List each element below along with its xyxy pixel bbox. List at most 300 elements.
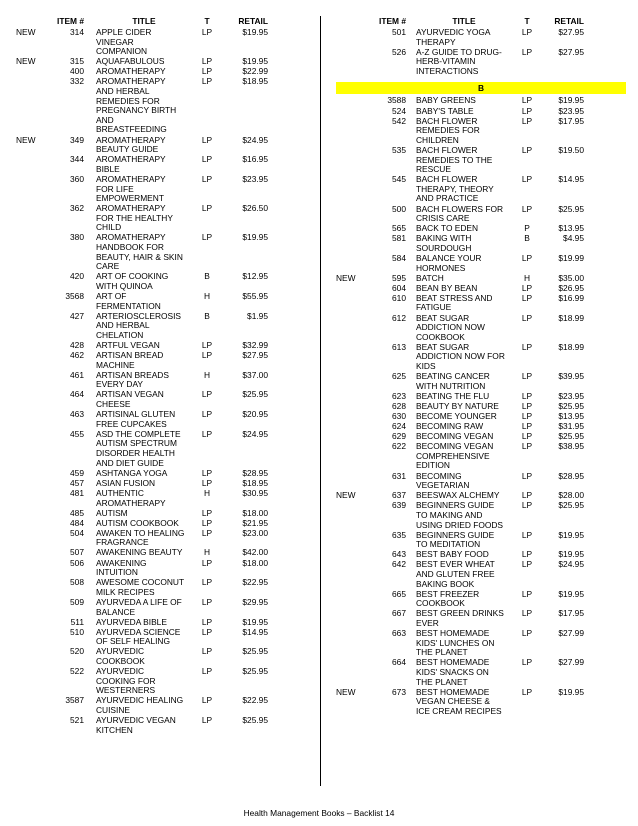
table-row xyxy=(336,392,626,402)
format-code: LP xyxy=(521,27,533,37)
retail-price: $29.95 xyxy=(242,596,268,607)
format-code: LP xyxy=(521,312,533,323)
title-line: AUTISM xyxy=(96,507,128,518)
format-code: LP xyxy=(201,507,213,518)
book-title xyxy=(416,590,512,609)
format-code: LP xyxy=(201,56,213,67)
format-code: B xyxy=(524,233,530,244)
book-title xyxy=(96,371,192,390)
title-line: CARE xyxy=(96,261,120,272)
retail-price: $19.95 xyxy=(242,232,268,243)
retail-price: $13.95 xyxy=(558,410,584,421)
title-line: REMEDIES TO THE xyxy=(416,154,493,165)
book-title xyxy=(96,410,192,429)
title-line: BIBLE xyxy=(96,163,120,174)
title-line: BEESWAX ALCHEMY xyxy=(416,490,500,501)
retail-price: $19.95 xyxy=(558,588,584,599)
title-line: BEAT STRESS AND xyxy=(416,292,493,303)
format-code: LP xyxy=(521,490,533,501)
table-row xyxy=(16,578,310,597)
item-number: 400 xyxy=(70,66,84,77)
format-code: LP xyxy=(521,282,533,293)
book-title xyxy=(96,716,192,735)
item-number: 642 xyxy=(392,559,406,570)
format-code: LP xyxy=(521,608,533,619)
table-row xyxy=(336,590,626,609)
right-table-body-top xyxy=(336,28,626,76)
title-header: TITLE xyxy=(132,16,156,26)
book-title xyxy=(96,647,192,666)
retail-price: $21.95 xyxy=(242,517,268,528)
title-line: THE PLANET xyxy=(416,676,468,687)
item-number: 508 xyxy=(70,577,84,588)
item-number: 643 xyxy=(392,549,406,560)
format-code: LP xyxy=(201,527,213,538)
title-line: AND DIET GUIDE xyxy=(96,457,164,468)
table-row xyxy=(16,548,310,558)
item-number: 464 xyxy=(70,389,84,400)
book-title xyxy=(416,284,512,294)
format-code: LP xyxy=(521,292,533,303)
title-line: HERB-VITAMIN xyxy=(416,56,476,67)
retail-price: $30.95 xyxy=(242,487,268,498)
retail-price: $18.00 xyxy=(242,557,268,568)
right-table-body xyxy=(336,96,626,716)
retail-price: $25.95 xyxy=(242,389,268,400)
item-number: 565 xyxy=(392,223,406,234)
item-number: 507 xyxy=(70,547,84,558)
item-number: 362 xyxy=(70,203,84,214)
item-number: 314 xyxy=(70,27,84,37)
retail-price: $37.00 xyxy=(242,369,268,380)
retail-price: $18.95 xyxy=(242,477,268,488)
retail-price: $19.95 xyxy=(558,529,584,540)
book-title xyxy=(416,392,512,402)
title-line: ASIAN FUSION xyxy=(96,477,156,488)
book-title xyxy=(416,28,512,47)
title-line: EVERY DAY xyxy=(96,379,144,390)
book-title xyxy=(96,618,192,628)
title-line: INTERACTIONS xyxy=(416,65,479,76)
item-number: 463 xyxy=(70,409,84,420)
format-code: LP xyxy=(201,340,213,350)
item-number: 457 xyxy=(70,477,84,488)
title-line: BEST BABY FOOD xyxy=(416,549,489,560)
retail-price: $25.95 xyxy=(558,400,584,411)
table-row xyxy=(336,205,626,224)
retail-header: RETAIL xyxy=(238,16,268,26)
format-code: LP xyxy=(201,428,213,439)
title-line: AWAKEN TO HEALING xyxy=(96,527,185,538)
table-row xyxy=(16,410,310,429)
format-code: LP xyxy=(521,371,533,382)
title-line: VEGETARIAN xyxy=(416,480,470,491)
title-line: BEST HOMEMADE xyxy=(416,657,490,668)
title-line: FRAGRANCE xyxy=(96,537,149,548)
book-title xyxy=(96,292,192,311)
title-line: AYURVEDIC YOGA xyxy=(416,27,491,37)
title-line: BABY GREENS xyxy=(416,95,476,106)
title-line: BECOME YOUNGER xyxy=(416,410,497,421)
book-title xyxy=(96,351,192,370)
new-badge: NEW xyxy=(336,272,356,283)
title-line: BACH FLOWER xyxy=(416,174,478,185)
format-code: LP xyxy=(201,232,213,243)
table-row xyxy=(16,559,310,578)
table-row xyxy=(336,48,626,77)
title-line: THERAPY xyxy=(416,36,456,47)
format-code: LP xyxy=(521,341,533,352)
title-line: COMPREHENSIVE xyxy=(416,450,490,461)
title-line: AWAKENING xyxy=(96,557,147,568)
item-number: 501 xyxy=(392,27,406,37)
retail-price: $25.95 xyxy=(558,203,584,214)
table-row xyxy=(336,560,626,589)
title-line: BABY'S TABLE xyxy=(416,105,474,116)
title-line: AQUAFABULOUS xyxy=(96,56,165,67)
left-table-header xyxy=(16,14,310,28)
format-code: LP xyxy=(201,389,213,400)
item-number: 484 xyxy=(70,517,84,528)
table-row xyxy=(16,479,310,489)
table-row xyxy=(16,598,310,617)
book-title xyxy=(416,658,512,687)
table-row xyxy=(336,28,626,47)
title-line: PREGNANCY BIRTH xyxy=(96,105,177,116)
table-row xyxy=(336,234,626,253)
title-line: CUISINE xyxy=(96,704,130,715)
retail-price: $27.95 xyxy=(558,27,584,37)
format-code: LP xyxy=(521,529,533,540)
item-number: 639 xyxy=(392,500,406,511)
new-badge: NEW xyxy=(16,134,36,145)
format-code: LP xyxy=(201,616,213,627)
item-number: 380 xyxy=(70,232,84,243)
retail-price: $20.95 xyxy=(242,409,268,420)
title-line: COOKBOOK xyxy=(416,598,465,609)
table-row xyxy=(16,204,310,233)
title-line: MILK RECIPES xyxy=(96,586,155,597)
left-table-body xyxy=(16,28,310,735)
table-row xyxy=(336,629,626,658)
title-line: ADDICTION NOW FOR xyxy=(416,351,505,362)
item-number: 542 xyxy=(392,115,406,126)
item-number: 673 xyxy=(392,686,406,697)
title-line: ARTISINAL GLUTEN xyxy=(96,409,176,420)
new-badge: NEW xyxy=(336,490,356,501)
title-line: AYURVEDA BIBLE xyxy=(96,616,167,627)
title-line: BECOMING RAW xyxy=(416,421,484,432)
title-line: SOURDOUGH xyxy=(416,242,472,253)
title-line: AYURVEDIC xyxy=(96,646,145,657)
title-line: AYURVEDIC VEGAN xyxy=(96,715,176,726)
table-row xyxy=(16,509,310,519)
format-code: LP xyxy=(521,46,533,57)
format-code: LP xyxy=(201,467,213,478)
title-line: KIDS xyxy=(416,361,436,371)
title-line: BACK TO EDEN xyxy=(416,223,479,234)
retail-price: $19.95 xyxy=(558,686,584,697)
title-line: AUTISM COOKBOOK xyxy=(96,517,179,528)
table-row xyxy=(16,519,310,529)
title-line: VINEGAR xyxy=(96,36,134,47)
format-code: H xyxy=(203,291,211,302)
title-line: AND PRACTICE xyxy=(416,193,479,204)
format-code: LP xyxy=(521,203,533,214)
title-line: BEST HOMEMADE xyxy=(416,686,490,697)
item-number: 500 xyxy=(392,203,406,214)
title-line: ICE CREAM RECIPES xyxy=(416,705,502,716)
retail-price: $23.95 xyxy=(558,105,584,116)
table-row xyxy=(16,628,310,647)
item-number: 485 xyxy=(70,507,84,518)
retail-price: $18.95 xyxy=(242,76,268,87)
title-line: BEAT SUGAR xyxy=(416,341,470,352)
title-line: VEGAN CHEESE & xyxy=(416,696,491,707)
item-number: 521 xyxy=(70,715,84,726)
table-row xyxy=(16,716,310,735)
item-number: 535 xyxy=(392,144,406,155)
item-number: 624 xyxy=(392,421,406,432)
title-line: KITCHEN xyxy=(96,724,133,735)
title-line: BACH FLOWER xyxy=(416,144,478,155)
item-number: 613 xyxy=(392,341,406,352)
title-line: EVER xyxy=(416,617,439,628)
retail-price: $1.95 xyxy=(247,310,268,321)
format-code: LP xyxy=(521,686,533,697)
table-row xyxy=(16,371,310,390)
retail-price: $25.95 xyxy=(242,666,268,677)
book-title xyxy=(416,314,512,343)
item-number: 526 xyxy=(392,46,406,57)
book-title xyxy=(416,501,512,530)
item-number: 623 xyxy=(392,390,406,401)
title-line: AROMATHERAPY xyxy=(96,497,166,508)
title-line: AWAKENING BEAUTY xyxy=(96,547,183,558)
title-line: BALANCE xyxy=(96,606,136,617)
title-line: ASD THE COMPLETE xyxy=(96,428,181,439)
format-code: B xyxy=(204,271,210,282)
title-line: BEAUTY, HAIR & SKIN xyxy=(96,251,183,262)
table-row xyxy=(336,531,626,550)
table-row xyxy=(16,667,310,696)
format-code: LP xyxy=(521,390,533,401)
title-line: BACH FLOWER xyxy=(416,115,478,126)
table-row xyxy=(16,489,310,508)
book-title xyxy=(416,146,512,175)
title-line: OF SELF HEALING xyxy=(96,636,170,647)
retail-price: $22.95 xyxy=(242,695,268,706)
title-line: FREE CUPCAKES xyxy=(96,418,167,429)
title-line: CHILD xyxy=(96,222,122,233)
title-line: AUTHENTIC xyxy=(96,487,144,498)
title-line: ASHTANGA YOGA xyxy=(96,467,168,478)
column-divider xyxy=(320,16,321,786)
book-title xyxy=(416,688,512,717)
item-number: 511 xyxy=(70,616,84,627)
title-line: BEST EVER WHEAT xyxy=(416,559,495,570)
book-title xyxy=(416,234,512,253)
book-title xyxy=(96,312,192,341)
book-title xyxy=(96,489,192,508)
item-number: 315 xyxy=(70,56,84,67)
title-line: CHILDREN xyxy=(416,134,459,145)
table-row xyxy=(336,175,626,204)
table-row xyxy=(336,117,626,146)
item-number: 455 xyxy=(70,428,84,439)
retail-price: $22.95 xyxy=(242,577,268,588)
item-number: 581 xyxy=(392,233,406,244)
title-line: BAKING BOOK xyxy=(416,578,475,589)
item-number: 522 xyxy=(70,666,84,677)
title-line: BEGINNERS GUIDE xyxy=(416,500,495,511)
title-line: BEAT SUGAR xyxy=(416,312,470,323)
item-number: 628 xyxy=(392,400,406,411)
format-code: LP xyxy=(521,252,533,263)
item-number: 667 xyxy=(392,608,406,619)
format-code: H xyxy=(203,369,211,380)
section-letter-band: B xyxy=(336,82,626,94)
table-row xyxy=(336,343,626,372)
retail-price: $39.95 xyxy=(558,371,584,382)
title-line: THERAPY, THEORY xyxy=(416,183,494,194)
item-number: 461 xyxy=(70,369,84,380)
title-line: USING DRIED FOODS xyxy=(416,519,504,530)
format-code: LP xyxy=(521,174,533,185)
retail-price: $17.95 xyxy=(558,608,584,619)
table-row xyxy=(336,284,626,294)
table-row xyxy=(16,175,310,204)
title-line: CRISIS CARE xyxy=(416,213,470,224)
page-footer: Health Management Books – Backlist 14 xyxy=(243,808,395,818)
retail-price: $27.95 xyxy=(242,350,268,361)
title-line: BACH FLOWERS FOR xyxy=(416,203,504,214)
item-number: 584 xyxy=(392,252,406,263)
book-title xyxy=(96,469,192,479)
title-line: A-Z GUIDE TO DRUG- xyxy=(416,46,502,57)
table-row xyxy=(16,647,310,666)
retail-price: $27.95 xyxy=(558,46,584,57)
retail-price: $19.95 xyxy=(558,95,584,106)
format-code: LP xyxy=(521,431,533,442)
title-line: ARTERIOSCLEROSIS xyxy=(96,310,182,321)
book-title xyxy=(96,28,192,57)
book-title xyxy=(416,175,512,204)
book-title xyxy=(416,205,512,224)
title-line: BEST GREEN DRINKS xyxy=(416,608,504,619)
book-title xyxy=(416,274,512,284)
title-line: COOKBOOK xyxy=(96,656,145,666)
format-code: LP xyxy=(201,350,213,361)
title-line: AROMATHERAPY xyxy=(96,203,166,214)
format-code: LP xyxy=(201,409,213,420)
table-row xyxy=(16,155,310,174)
title-line: KIDS' LUNCHES ON xyxy=(416,637,495,648)
title-line: BECOMING VEGAN xyxy=(416,441,494,452)
format-code: LP xyxy=(201,646,213,657)
format-code: LP xyxy=(521,115,533,126)
format-code: LP xyxy=(201,66,213,77)
table-row xyxy=(336,688,626,717)
title-line: FERMENTATION xyxy=(96,300,161,311)
retail-price: $23.95 xyxy=(558,390,584,401)
title-line: MACHINE xyxy=(96,359,135,370)
table-row xyxy=(16,430,310,468)
item-number: 520 xyxy=(70,646,84,657)
book-title xyxy=(96,479,192,489)
item-number: 3568 xyxy=(65,291,84,302)
format-code: LP xyxy=(201,76,213,87)
format-code: H xyxy=(203,547,211,558)
retail-price: $25.95 xyxy=(558,500,584,511)
item-number: 630 xyxy=(392,410,406,421)
table-row xyxy=(16,529,310,548)
title-line: BATCH xyxy=(416,272,444,283)
format-code: LP xyxy=(201,626,213,637)
format-code: LP xyxy=(201,517,213,528)
item-number: 604 xyxy=(392,282,406,293)
retail-price: $42.00 xyxy=(242,547,268,558)
title-line: COMPANION xyxy=(96,46,148,57)
title-line: BEATING THE FLU xyxy=(416,390,490,401)
format-code: LP xyxy=(201,154,213,165)
title-line: AYURVEDA SCIENCE xyxy=(96,626,181,637)
title-line: AROMATHERAPY xyxy=(96,76,166,87)
retail-price: $18.99 xyxy=(558,312,584,323)
item-number: 595 xyxy=(392,272,406,283)
item-number: 506 xyxy=(70,557,84,568)
format-code: LP xyxy=(201,27,213,37)
item-number: 509 xyxy=(70,596,84,607)
retail-price: $24.95 xyxy=(242,134,268,145)
item-number: 349 xyxy=(70,134,84,145)
table-row xyxy=(336,372,626,391)
book-title xyxy=(416,372,512,391)
title-line: AWESOME COCONUT xyxy=(96,577,185,588)
title-line: REMEDIES FOR xyxy=(416,125,480,136)
table-row xyxy=(16,272,310,291)
table-row xyxy=(16,696,310,715)
title-line: TO MAKING AND xyxy=(416,509,483,520)
item-header: ITEM # xyxy=(57,16,84,26)
book-title xyxy=(96,204,192,233)
item-number: 524 xyxy=(392,105,406,116)
format-code: H xyxy=(203,487,211,498)
retail-price: $24.95 xyxy=(242,428,268,439)
table-row xyxy=(336,146,626,175)
table-row xyxy=(16,292,310,311)
item-number: 510 xyxy=(70,626,84,637)
retail-price: $25.95 xyxy=(242,715,268,726)
format-code: H xyxy=(523,272,531,283)
book-title xyxy=(96,77,192,135)
book-title xyxy=(96,390,192,409)
item-number: 665 xyxy=(392,588,406,599)
title-line: WESTERNERS xyxy=(96,685,156,696)
retail-price: $32.99 xyxy=(242,340,268,350)
book-title xyxy=(416,531,512,550)
title-line: AND xyxy=(96,114,114,125)
book-title xyxy=(96,628,192,647)
title-line: AND HERBAL xyxy=(96,86,150,97)
retail-price: $22.99 xyxy=(242,66,268,77)
title-line: BEST HOMEMADE xyxy=(416,628,490,639)
format-code: LP xyxy=(521,588,533,599)
table-row xyxy=(16,390,310,409)
title-line: ADDICTION NOW xyxy=(416,322,485,333)
table-row xyxy=(336,658,626,687)
item-number: 664 xyxy=(392,657,406,668)
